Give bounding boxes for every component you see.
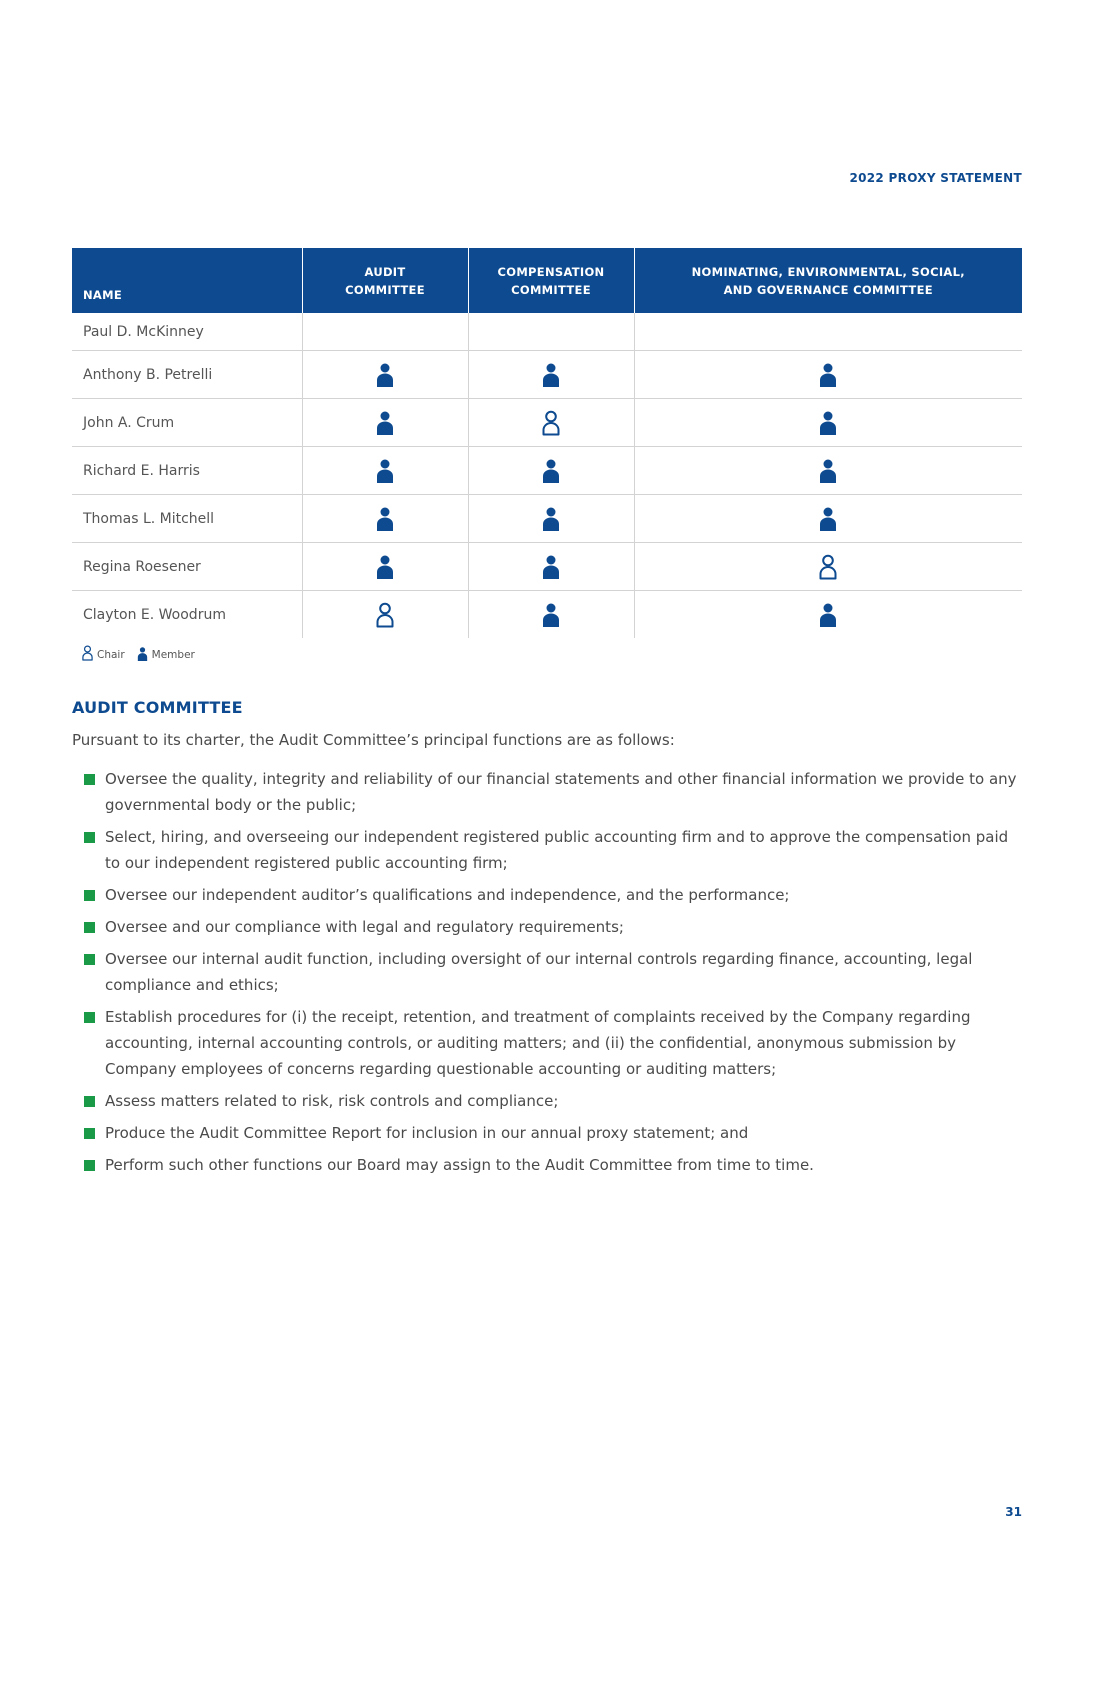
list-item xyxy=(84,1152,1022,1178)
compensation-committee-cell xyxy=(468,495,634,543)
nominating-committee-cell xyxy=(634,591,1022,639)
document-header-label: 2022 PROXY STATEMENT xyxy=(849,171,1022,185)
green-square-bullet-icon xyxy=(84,1160,95,1171)
director-name: Paul D. McKinney xyxy=(72,313,302,351)
audit-committee-cell xyxy=(302,447,468,495)
list-item-text: Oversee the quality, integrity and reliability of our financial statements and other financial information we provide to any governmental body or the public; xyxy=(105,770,1017,814)
director-name: Clayton E. Woodrum xyxy=(83,606,226,623)
person-filled-icon xyxy=(635,603,1023,627)
legend-chair xyxy=(82,645,125,661)
list-item xyxy=(84,882,1022,908)
green-square-bullet-icon xyxy=(84,890,95,901)
audit-committee-cell xyxy=(302,495,468,543)
person-filled-icon xyxy=(303,411,468,435)
list-item xyxy=(84,824,1022,876)
nominating-committee-cell xyxy=(634,495,1022,543)
green-square-bullet-icon xyxy=(84,1128,95,1139)
audit-committee-cell xyxy=(302,351,468,399)
nominating-committee-cell xyxy=(634,543,1022,591)
table-row xyxy=(72,399,1022,447)
table-row xyxy=(72,543,1022,591)
column-header-audit: AUDIT COMMITTEE xyxy=(302,248,468,313)
compensation-committee-cell xyxy=(468,447,634,495)
list-item-text: Assess matters related to risk, risk controls and compliance; xyxy=(105,1092,559,1110)
functions-list xyxy=(84,766,1022,1184)
person-filled-icon xyxy=(469,603,634,627)
green-square-bullet-icon xyxy=(84,774,95,785)
green-square-bullet-icon xyxy=(84,832,95,843)
audit-committee-cell xyxy=(302,543,468,591)
section-intro: Pursuant to its charter, the Audit Committee’s principal functions are as follows: xyxy=(72,731,675,749)
person-filled-icon xyxy=(469,363,634,387)
nominating-committee-cell xyxy=(634,447,1022,495)
compensation-committee-cell xyxy=(468,591,634,639)
list-item xyxy=(84,1120,1022,1146)
director-name: Regina Roesener xyxy=(72,543,302,591)
green-square-bullet-icon xyxy=(84,1012,95,1023)
list-item-text: Oversee and our compliance with legal and regulatory requirements; xyxy=(105,918,624,936)
table-header-row xyxy=(72,248,1022,313)
person-filled-icon xyxy=(137,647,152,661)
nominating-committee-cell xyxy=(634,313,1022,351)
table-row xyxy=(72,591,1022,639)
list-item xyxy=(84,766,1022,818)
list-item xyxy=(84,1004,1022,1082)
compensation-committee-cell xyxy=(468,399,634,447)
person-filled-icon xyxy=(303,459,468,483)
green-square-bullet-icon xyxy=(84,922,95,933)
legend-member-label: Member xyxy=(151,649,195,661)
person-filled-icon xyxy=(635,363,1023,387)
green-square-bullet-icon xyxy=(84,954,95,965)
committee-membership-table xyxy=(72,248,1022,638)
legend xyxy=(82,645,207,661)
list-item xyxy=(84,914,1022,940)
person-outline-icon xyxy=(469,410,634,436)
person-filled-icon xyxy=(303,507,468,531)
column-header-compensation: COMPENSATION COMMITTEE xyxy=(468,248,634,313)
person-outline-icon xyxy=(303,602,468,628)
list-item-text: Oversee our internal audit function, including oversight of our internal controls regarding finance, accounting, legal compliance and ethics; xyxy=(105,950,973,994)
table-row xyxy=(72,495,1022,543)
list-item xyxy=(84,1088,1022,1114)
list-item-text: Produce the Audit Committee Report for inclusion in our annual proxy statement; and xyxy=(105,1124,749,1142)
person-filled-icon xyxy=(303,363,468,387)
person-filled-icon xyxy=(469,555,634,579)
director-name: Anthony B. Petrelli xyxy=(72,351,302,399)
person-filled-icon xyxy=(635,459,1023,483)
nominating-committee-cell xyxy=(634,351,1022,399)
column-header-name: NAME xyxy=(72,248,302,313)
person-filled-icon xyxy=(303,555,468,579)
person-filled-icon xyxy=(469,459,634,483)
list-item-text: Select, hiring, and overseeing our independent registered public accounting firm and to approve the compensation paid to our independent registered public accounting firm; xyxy=(105,828,1009,872)
compensation-committee-cell xyxy=(468,351,634,399)
nominating-committee-cell xyxy=(634,399,1022,447)
table-row xyxy=(72,313,1022,351)
person-filled-icon xyxy=(635,507,1023,531)
audit-committee-cell xyxy=(302,591,468,639)
section-title: AUDIT COMMITTEE xyxy=(72,698,243,717)
column-header-nominating: NOMINATING, ENVIRONMENTAL, SOCIAL, AND GOVERNANCE COMMITTEE xyxy=(634,248,1022,313)
table-row xyxy=(72,351,1022,399)
person-filled-icon xyxy=(635,411,1023,435)
compensation-committee-cell xyxy=(468,543,634,591)
page-number: 31 xyxy=(1005,1505,1022,1519)
legend-member xyxy=(137,647,195,661)
list-item xyxy=(84,946,1022,998)
person-outline-icon xyxy=(635,554,1023,580)
director-name: Richard E. Harris xyxy=(72,447,302,495)
list-item-text: Perform such other functions our Board may assign to the Audit Committee from time to time. xyxy=(105,1156,814,1174)
green-square-bullet-icon xyxy=(84,1096,95,1107)
audit-committee-cell xyxy=(302,399,468,447)
person-filled-icon xyxy=(469,507,634,531)
list-item-text: Establish procedures for (i) the receipt, retention, and treatment of complaints received by the Company regarding accounting, internal accounting controls, or auditing matters; and (ii) the confidential, anonymous submission by Company employees of concerns regarding questionable accounting or auditing matters; xyxy=(105,1008,971,1078)
audit-committee-cell xyxy=(302,313,468,351)
director-name: Thomas L. Mitchell xyxy=(72,495,302,543)
compensation-committee-cell xyxy=(468,313,634,351)
person-outline-icon xyxy=(82,645,97,661)
list-item-text: Oversee our independent auditor’s qualifications and independence, and the performance; xyxy=(105,886,790,904)
director-name: John A. Crum xyxy=(72,399,302,447)
table-row xyxy=(72,447,1022,495)
legend-chair-label: Chair xyxy=(97,649,125,661)
